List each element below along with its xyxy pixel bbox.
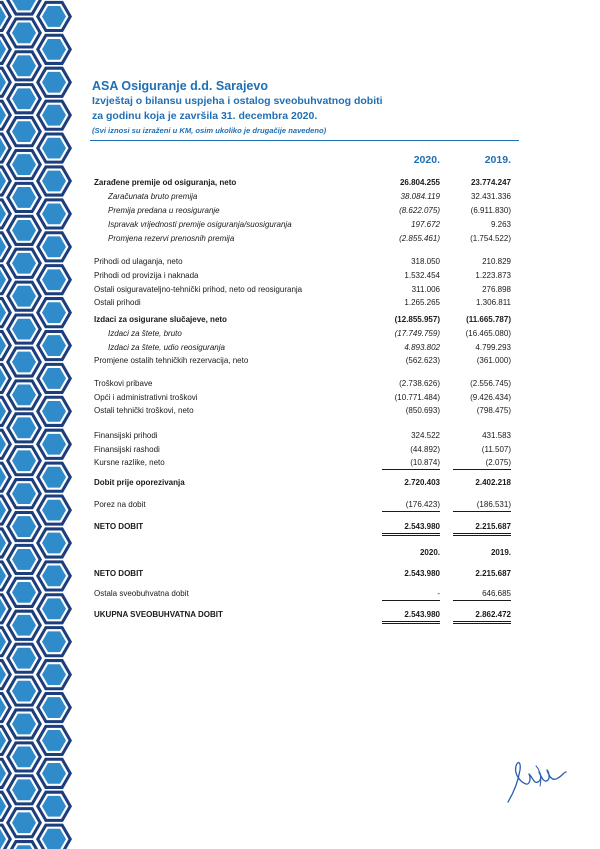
value-2020: (8.622.075) [399, 206, 440, 215]
table-row [0, 588, 600, 600]
hexagon-decoration [6, 643, 42, 674]
table-row [0, 328, 600, 340]
value-2020: 324.522 [411, 431, 440, 440]
value-2020: (10.874) [382, 457, 440, 470]
value-2020: 2.543.980 [382, 521, 440, 536]
value-2020: 197.672 [411, 220, 440, 229]
value-2020: 2.543.980 [382, 609, 440, 624]
value-2019: 276.898 [482, 285, 511, 294]
hexagon-decoration [36, 133, 72, 164]
value-2020: - [382, 588, 440, 601]
value-2019: 431.583 [482, 431, 511, 440]
value-2020: (10.771.484) [394, 393, 440, 402]
hexagon-decoration [36, 34, 72, 65]
hexagon-decoration [6, 676, 42, 707]
hexagon-decoration [36, 725, 72, 756]
row-label: Porez na dobit [94, 500, 146, 509]
value-2019: 2.862.472 [453, 609, 511, 624]
value-2020: 1.265.265 [404, 298, 440, 307]
value-2019: 4.799.293 [475, 343, 511, 352]
value-2020: 38.084.119 [400, 192, 440, 201]
header-rule [90, 140, 519, 141]
hexagon-decoration [6, 741, 42, 772]
value-2020: (44.892) [410, 445, 440, 454]
hexagon-decoration [36, 692, 72, 723]
report-title-line2: za godinu koja je završila 31. decembra 2020. [92, 110, 318, 122]
row-label: Ostali tehnički troškovi, neto [94, 406, 194, 415]
column-header-2020: 2020. [419, 548, 440, 557]
table-row [0, 191, 600, 203]
table-row [0, 430, 600, 442]
value-2019: (1.754.522) [470, 234, 511, 243]
row-label: Finansijski prihodi [94, 431, 158, 440]
hexagon-decoration [36, 824, 72, 849]
hexagon-decoration [6, 0, 42, 16]
hexagon-decoration [6, 149, 42, 180]
value-2019: 2.215.687 [453, 521, 511, 536]
table-row [0, 205, 600, 217]
row-label: Premija predana u reosiguranje [108, 206, 220, 215]
hexagon-decoration [36, 626, 72, 657]
table-row [0, 521, 600, 533]
table-row [0, 177, 600, 189]
table-row [0, 405, 600, 417]
row-label: Promjene ostalih tehničkih rezervacija, neto [94, 356, 249, 365]
hexagon-decoration [6, 83, 42, 114]
value-2019: 2.215.687 [475, 569, 511, 578]
value-2020: 26.804.255 [399, 178, 440, 187]
table-row [0, 609, 600, 621]
value-2020: (176.423) [382, 499, 440, 512]
hexagon-decoration [6, 774, 42, 805]
value-2019: 2.402.218 [475, 478, 511, 487]
table-row [0, 477, 600, 489]
company-name: ASA Osiguranje d.d. Sarajevo [92, 79, 268, 93]
row-label: Prihodi od provizija i naknada [94, 271, 199, 280]
row-label: Dobit prije oporezivanja [94, 478, 185, 487]
value-2019: 23.774.247 [470, 178, 511, 187]
hexagon-decoration [6, 50, 42, 81]
value-2020: 4.893.802 [404, 343, 440, 352]
value-2020: 1.532.454 [404, 271, 440, 280]
row-label: Zarađene premije od osiguranja, neto [94, 178, 237, 187]
value-2019: 32.431.336 [470, 192, 511, 201]
row-label: Izdaci za osigurane slučajeve, neto [94, 315, 227, 324]
row-label: Opći i administrativni troškovi [94, 393, 198, 402]
value-2020: (12.855.957) [394, 315, 440, 324]
table-row [0, 444, 600, 456]
table-row [0, 219, 600, 231]
hexagon-decoration [6, 708, 42, 739]
table-row [0, 233, 600, 245]
value-2019: 9.263 [490, 220, 511, 229]
value-2019: (361.000) [476, 356, 511, 365]
row-label: NETO DOBIT [94, 569, 144, 578]
table-row [0, 378, 600, 390]
value-2019: 210.829 [482, 257, 511, 266]
table-row [0, 499, 600, 511]
value-2020: (17.749.759) [394, 329, 440, 338]
value-2020: 318.050 [411, 257, 440, 266]
value-2019: (798.475) [476, 406, 511, 415]
value-2019: (2.075) [453, 457, 511, 470]
table-row [0, 392, 600, 404]
hexagon-decoration [36, 1, 72, 32]
table-row [0, 284, 600, 296]
row-label: Ispravak vrijednosti premije osiguranja/suosiguranja [108, 220, 292, 229]
table-row [0, 314, 600, 326]
value-2020: 2.543.980 [404, 569, 440, 578]
hexagon-decoration [36, 67, 72, 98]
table-row [0, 355, 600, 367]
value-2019: 1.223.873 [475, 271, 511, 280]
column-header-2019: 2019. [490, 548, 511, 557]
row-label: Izdaci za štete, bruto [108, 329, 182, 338]
table-row [0, 568, 600, 580]
row-label: Ostali osiguravateljno-tehnički prihod, neto od reosiguranja [94, 285, 303, 294]
value-2020: 311.006 [411, 285, 440, 294]
value-2019: 1.306.811 [476, 298, 511, 307]
table-row [0, 342, 600, 354]
value-2020: (562.623) [405, 356, 440, 365]
row-label: Kursne razlike, neto [94, 458, 165, 467]
hexagon-pattern-decoration [0, 0, 76, 849]
report-title-line1: Izvještaj o bilansu uspjeha i ostalog sveobuhvatnog dobiti [92, 95, 383, 107]
hexagon-decoration [36, 758, 72, 789]
hexagon-decoration [6, 840, 42, 849]
value-2019: (6.911.830) [470, 206, 511, 215]
value-2019: (9.426.434) [470, 393, 511, 402]
value-2019: (11.507) [481, 445, 511, 454]
column-header-2019: 2019. [484, 154, 511, 166]
hexagon-decoration [36, 659, 72, 690]
value-2019: (2.556.745) [470, 379, 511, 388]
hexagon-decoration [6, 807, 42, 838]
row-label: Promjena rezervi prenosnih premija [108, 234, 235, 243]
row-label: Finansijski rashodi [94, 445, 160, 454]
value-2020: (2.855.461) [399, 234, 440, 243]
hexagon-decoration [36, 100, 72, 131]
value-2019: (186.531) [453, 499, 511, 512]
value-2019: 646.685 [453, 588, 511, 601]
table-row [0, 457, 600, 469]
table-row [0, 297, 600, 309]
column-header-2020: 2020. [413, 154, 440, 166]
currency-note: (Svi iznosi su izraženi u KM, osim ukoliko je drugačije navedeno) [92, 126, 327, 135]
row-label: Zaračunata bruto premija [108, 192, 198, 201]
hexagon-decoration [36, 791, 72, 822]
hexagon-decoration [6, 17, 42, 48]
table-row [0, 256, 600, 268]
value-2020: (850.693) [405, 406, 440, 415]
value-2020: (2.738.626) [399, 379, 440, 388]
table-row [0, 270, 600, 282]
value-2019: (16.465.080) [465, 329, 511, 338]
value-2019: (11.665.787) [466, 315, 511, 324]
row-label: Izdaci za štete, udio reosiguranja [108, 343, 225, 352]
row-label: Ostala sveobuhvatna dobit [94, 589, 189, 598]
row-label: UKUPNA SVEOBUHVATNA DOBIT [94, 610, 223, 619]
value-2020: 2.720.403 [404, 478, 440, 487]
row-label: Troškovi pribave [94, 379, 153, 388]
hexagon-decoration [6, 116, 42, 147]
row-label: Ostali prihodi [94, 298, 141, 307]
row-label: Prihodi od ulaganja, neto [94, 257, 183, 266]
signature [500, 752, 570, 806]
row-label: NETO DOBIT [94, 522, 144, 531]
